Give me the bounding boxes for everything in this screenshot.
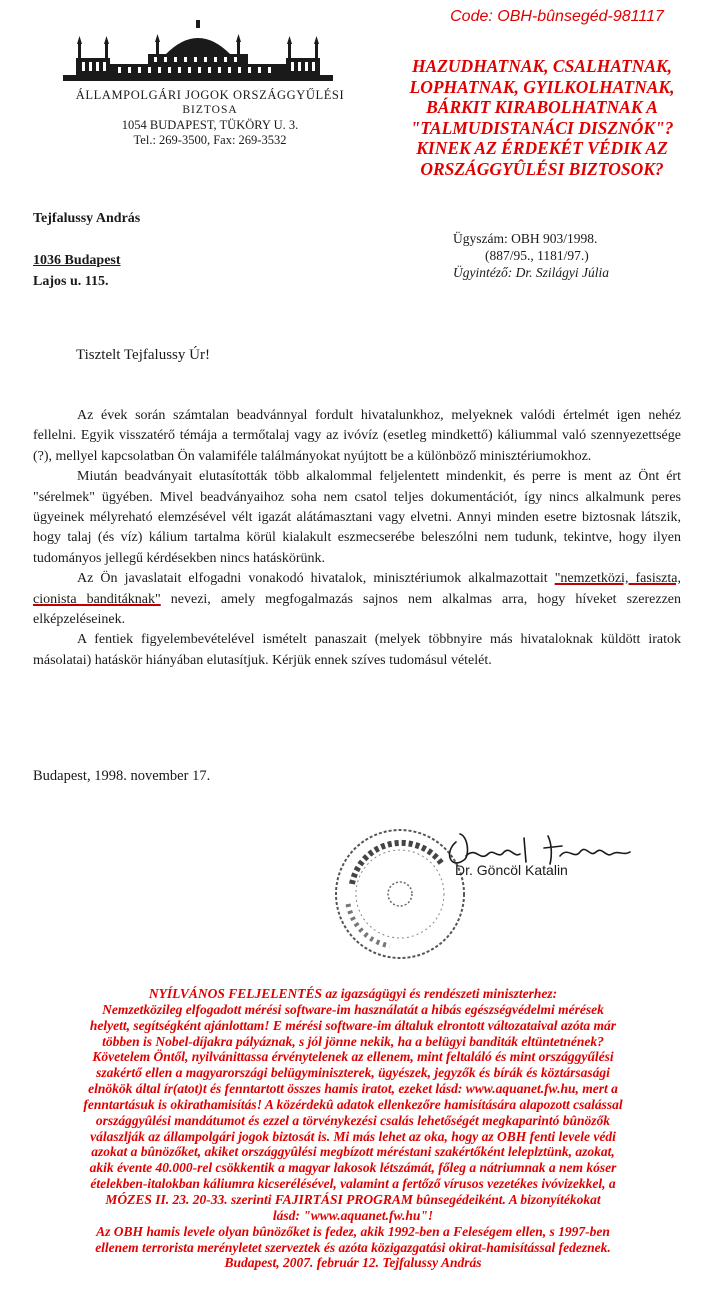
recipient-name: Tejfalussy András — [33, 211, 141, 226]
signer-name: Dr. Göncöl Katalin — [455, 862, 568, 878]
complaint-line: lásd: "www.aquanet.fw.hu"! — [272, 1207, 434, 1223]
headline-line: ORSZÁGGYÛLÉSI BIZTOSOK? — [420, 158, 664, 179]
public-complaint — [12, 986, 694, 1271]
letter-body — [33, 406, 681, 671]
case-number: Ügyszám: OBH 903/1998. — [453, 231, 598, 246]
complaint-line: helyett, segítségként ajánlottam! E mérési software-im általuk elrontott változataival azóta már — [89, 1017, 617, 1033]
letter-paragraph: Miután beadványait elutasították több alkalommal feljelentett mindenkit, és perre is ment az Önt ért "sérelmek" ügyében. Mivel beadványaihoz soha nem csatol teljes dokumentációt, így nincs alkalmunk peres ügyeinek mélyreható elemzésével vélt igazát alátámasztani vagy elvetni. Annyi minden esetre biztosnak látszik, hogy talaj (és víz) kálium tartalma körül kialakult eszmecserébe beleszólni nem tudunk, tekintve, hogy ilyen tudományos jellegű kérdésekben nincs hatáskörünk. — [33, 469, 681, 566]
recipient-block — [33, 208, 140, 292]
case-handler: Ügyintéző: Dr. Szilágyi Júlia — [453, 265, 609, 280]
paragraph-text: Az Ön javaslatait elfogadni vonakodó hivatalok, minisztériumok alkalmazottait — [77, 571, 555, 587]
headline-line: "TALMUDISTANÁCI DISZNÓK"? — [410, 117, 674, 138]
recipient-city: 1036 Budapest — [33, 253, 121, 268]
highlighted-quote: "nemzetközi, fasiszta, cionista banditáknak" — [33, 571, 682, 607]
letter-paragraph: Az évek során számtalan beadvánnyal fordult hivatalunkhoz, melyeknek valódi értelmét igen nehéz fellelni. Egyik visszatérő témája a termőtalaj vagy az ivóvíz (esetleg mindkettő) káliummal való szennyezettsége (?), mellyel kapcsolatban Ön valamiféle találmányokat nyújtott be a különböző minisztériumokhoz. — [33, 408, 681, 464]
red-headline — [382, 56, 702, 179]
office-title: BIZTOSA — [182, 104, 238, 116]
complaint-line: ételekben-italokban káliumra kicserélésével, valamint a fertőző vírusos vezetékes ivóvizekkel, a — [90, 1176, 616, 1192]
recipient-street: Lajos u. 115. — [33, 274, 109, 289]
complaint-line: Követelem Öntől, nyilvánittassa érvénytelenek az ellenem, mint feltaláló és mint országgyűlési — [92, 1049, 614, 1065]
complaint-line: ellenem terrorista merényletet szerveztek és azóta közigazgatási okirat-hamisítással fedeznek. — [95, 1239, 611, 1255]
complaint-line: elnökök által ír(atot)t és fenntartott összes hamis iratot, ezeket lásd: www.aquanet.fw.hu, mert a — [88, 1081, 618, 1097]
salutation: Tisztelt Tejfalussy Úr! — [76, 347, 210, 363]
complaint-line: országgyûlési mandátumot és ezzel a törvénykezési csalás lehetőségét megkaparintó bûnözők — [95, 1112, 611, 1128]
complaint-line: Nemzetközileg elfogadott mérési software-im használatát a hibás egészségvédelmi mérések — [102, 1001, 604, 1017]
complaint-line: fenntartásuk is okirathamisítás! A közérdekû adatok ellenkezőre hamisítására alapozott csalással — [83, 1096, 623, 1112]
complaint-line: többen is Nobel-díjakra pályáznak, s jól jönne nekik, ha a belügyi banditák eltüntetnének? — [102, 1033, 604, 1049]
letter-paragraph: A fentiek figyelembevételével ismételt panaszait (melyek többnyire más hivataloknak küldött iratok másolatai) hatáskör hiányában elutasítjuk. Kérjük ennek szíves tudomásul vételét. — [33, 632, 681, 668]
complaint-line: NYÍLVÁNOS FELJELENTÉS az igazságügyi és rendészeti miniszterhez: — [148, 986, 558, 1001]
paragraph-text: nevezi, amely megfogalmazás sajnos nem alkalmas arra, hogy híveket szerezzen elképzeléseinek. — [33, 591, 681, 628]
letterhead — [40, 88, 380, 148]
letter-date: Budapest, 1998. november 17. — [33, 768, 211, 784]
parliament-logo — [58, 20, 338, 90]
related-case-numbers: (887/95., 1181/97.) — [485, 248, 589, 263]
headline-line: KINEK AZ ÉRDEKÉT VÉDIK AZ — [416, 138, 668, 158]
complaint-line: akik évente 40.000-rel csökkentik a magyar lakosok létszámát, főleg a nátriumnak a nem kóser — [89, 1160, 617, 1176]
document-code: Code: OBH-bûnsegéd-981117 — [450, 8, 664, 25]
complaint-line: MÓZES II. 23. 20-33. szerinti FAJIRTÁSI PROGRAM bûnsegédeiként. A bizonyítékokat — [105, 1191, 601, 1207]
headline-line: BÁRKIT KIRABOLHATNAK A — [426, 97, 658, 117]
complaint-line: Budapest, 2007. február 12. Tejfalussy András — [224, 1255, 482, 1271]
headline-line: HAZUDHATNAK, CSALHATNAK, — [411, 56, 673, 76]
complaint-line: szakértő ellen a magyarországi belügyminiszterek, ügyészek, jegyzők és bírák és köztársasági — [96, 1065, 610, 1081]
office-address: 1054 BUDAPEST, TÜKÖRY U. 3. — [121, 118, 299, 132]
letter-paragraph-3 — [33, 569, 681, 630]
complaint-line: azokat a bûnözőket, akiket országgyûlési megbízott méréstani szakértőként leleplztünk, azokat, — [91, 1144, 615, 1160]
case-reference — [453, 230, 609, 281]
complaint-line: Az OBH hamis levele olyan bûnözőket is fedez, akik 1992-ben a Feleségem ellen, s 1997-ben — [96, 1223, 610, 1239]
office-name: ÁLLAMPOLGÁRI JOGOK ORSZÁGGYŰLÉSI — [75, 88, 345, 102]
complaint-line: válaszlják az állampolgári jogok biztosát is. Mi más lehet az oka, hogy az OBH fenti levele védi — [90, 1128, 616, 1144]
office-phone-fax: Tel.: 269-3500, Fax: 269-3532 — [133, 133, 287, 147]
headline-line: LOPHATNAK, GYILKOLHATNAK, — [409, 76, 675, 97]
